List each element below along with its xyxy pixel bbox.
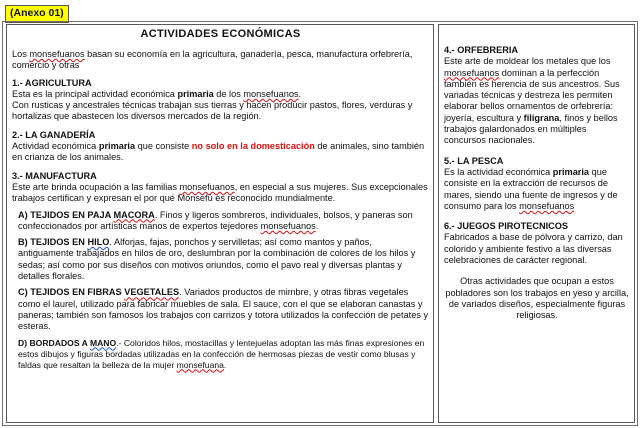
- orfebreria-paragraph: [444, 56, 630, 146]
- intro-paragraph: [12, 49, 429, 72]
- pesca-text: Es la actividad económica: [444, 166, 553, 177]
- paja-word-2: monsefuanos: [260, 220, 316, 231]
- ganaderia-bold: primaria: [98, 141, 136, 152]
- pesca-word: monsefuanos: [519, 200, 575, 211]
- hilo-text: . Alforjas, fajas, ponchos y servilletas; así como mantos y paños, antiguamente trabajados en hilos de oro, deslumbran por la combinación de colores de los hilos y sedas; así como por sus diseños con motivos oriundos, como el pavo real y diversas plantas y detalles florales.: [18, 237, 416, 282]
- ganaderia-paragraph: [12, 141, 429, 164]
- right-column: [438, 24, 635, 423]
- section-ganaderia: [12, 130, 429, 164]
- heading-orfebreria: 4.- ORFEBRERIA: [444, 45, 519, 55]
- hilo-word: HILO: [87, 237, 110, 248]
- agricultura-text: Esta es la principal actividad económica: [12, 88, 178, 99]
- fibras-heading: C) TEJIDOS EN FIBRAS: [18, 287, 125, 298]
- heading-pesca: 5.- LA PESCA: [444, 155, 504, 166]
- orfebreria-text: Este arte de moldear los metales que los: [444, 56, 611, 67]
- agricultura-line-1: [12, 89, 429, 100]
- paja-text-2: .: [315, 220, 319, 231]
- fibras-text: . Variados productos de mimbre, y otras fibras vegetales como el laurel, utilizado para fabricar muebles de sala. El sauce, con el que se elaboran canastas y paneras; también son famosos los trabajos con carrizos y totora utilizados la confección de petates y esteras.: [18, 287, 429, 332]
- subsection-hilo: [12, 237, 429, 282]
- intro-text-2: basan su economía en la agricultura, ganadería, pesca, manufactura orfebrería, comercio y otras: [12, 49, 413, 71]
- orfebreria-bold: filigrana: [523, 112, 560, 123]
- pesca-bold: primaria: [552, 166, 590, 177]
- manufactura-text-2: , en especial a sus mujeres. Sus excepcionales trabajos certifican y expresan el por qué Monsefú es reconocido mundialmente.: [12, 181, 428, 204]
- bordados-word-2: monsefuana: [176, 359, 224, 370]
- pesca-paragraph: [444, 167, 630, 212]
- section-orfebreria: [444, 45, 630, 147]
- closing-paragraph: Otras actividades que ocupan a estos pobladores son los trabajos en yeso y arcilla, de variados diseños, especialmente figuras religiosas.: [445, 276, 629, 321]
- section-agricultura: [12, 78, 429, 123]
- paja-text: . Finos y ligeros sombreros, individuales, bolsos, y paneras son confeccionados por artísticas manos de expertos tejedores: [18, 209, 413, 231]
- subsection-bordados: [12, 338, 429, 371]
- orfebreria-text-2: dominan a la perfección también es herencia de sus ancestros. Sus variadas técnicas y destreza les permiten elaborar bellos ornamentos de orfebrería: joyería, escultura y: [444, 67, 620, 123]
- agricultura-line-2: Con rusticas y ancestrales técnicas trabajan sus tierras y hacen producir pastos, flores, verduras y hortalizas que abastecen los diversos mercados de la región.: [12, 100, 413, 122]
- heading-manufactura: 3.- MANUFACTURA: [12, 170, 97, 181]
- orfebreria-word: monsefuanos: [444, 67, 500, 78]
- left-column: [6, 24, 434, 423]
- agricultura-text-2: de los: [213, 88, 244, 99]
- ganaderia-text-2: que consiste: [135, 141, 192, 152]
- subsection-paja-macora: [12, 210, 429, 233]
- annex-label: (Anexo 01): [5, 5, 69, 23]
- bordados-heading: D) BORDADOS A: [18, 337, 90, 348]
- document-title: ACTIVIDADES ECONÓMICAS: [140, 28, 301, 40]
- orfebreria-text-3: , finos y bellos trabajos galardonados en múltiples concursos nacionales.: [444, 112, 618, 146]
- manufactura-paragraph: [12, 182, 429, 205]
- bordados-word: MANO: [89, 337, 117, 348]
- pirotecnicos-paragraph: Fabricados a base de pólvora y carrizo, dan colorido y ambiente festivo a las diversas celebraciones de carácter regional.: [444, 232, 623, 266]
- pesca-text-2: que consiste en la extracción de recursos de mares, siendo una fuente de ingresos y de consumo para los: [444, 166, 618, 211]
- bordados-text-2: .: [223, 359, 227, 370]
- agricultura-text-3: .: [298, 88, 302, 99]
- intro-word: monsefuanos: [29, 49, 85, 59]
- heading-ganaderia: 2.- LA GANADERÍA: [12, 129, 96, 140]
- subsection-fibras-vegetales: [12, 287, 429, 332]
- fibras-word: VEGETALES: [124, 287, 180, 298]
- manufactura-text: Este arte brinda ocupación a las familias: [12, 181, 180, 192]
- heading-agricultura: 1.- AGRICULTURA: [12, 77, 92, 88]
- section-pesca: [444, 156, 630, 212]
- heading-pirotecnicos: 6.- JUEGOS PIROTECNICOS: [444, 221, 569, 232]
- hilo-heading: B) TEJIDOS EN: [18, 237, 88, 248]
- paja-word: MACORA: [113, 209, 155, 220]
- manufactura-word: monsefuanos: [179, 181, 235, 192]
- section-pirotecnicos: [444, 221, 630, 266]
- intro-text: Los: [12, 49, 30, 59]
- ganaderia-text: Actividad económica: [12, 141, 99, 152]
- ganaderia-text-3: de animales, sino también en crianza de los animales.: [12, 141, 425, 163]
- section-manufactura: [12, 171, 429, 371]
- paja-heading: A) TEJIDOS EN PAJA: [18, 209, 114, 220]
- ganaderia-red-text: no solo en la domesticación: [191, 141, 315, 152]
- agricultura-bold: primaria: [177, 88, 214, 99]
- agricultura-word: monsefuanos: [243, 88, 299, 99]
- bordados-text: .- Coloridos hilos, mostacillas y lentejuelas adoptan las más finas expresiones en estos dibujos y figuras bordadas utilizadas en la confección de hermosas piezas de vestir como blusas y faldas que resaltan la belleza de la mujer: [18, 337, 425, 370]
